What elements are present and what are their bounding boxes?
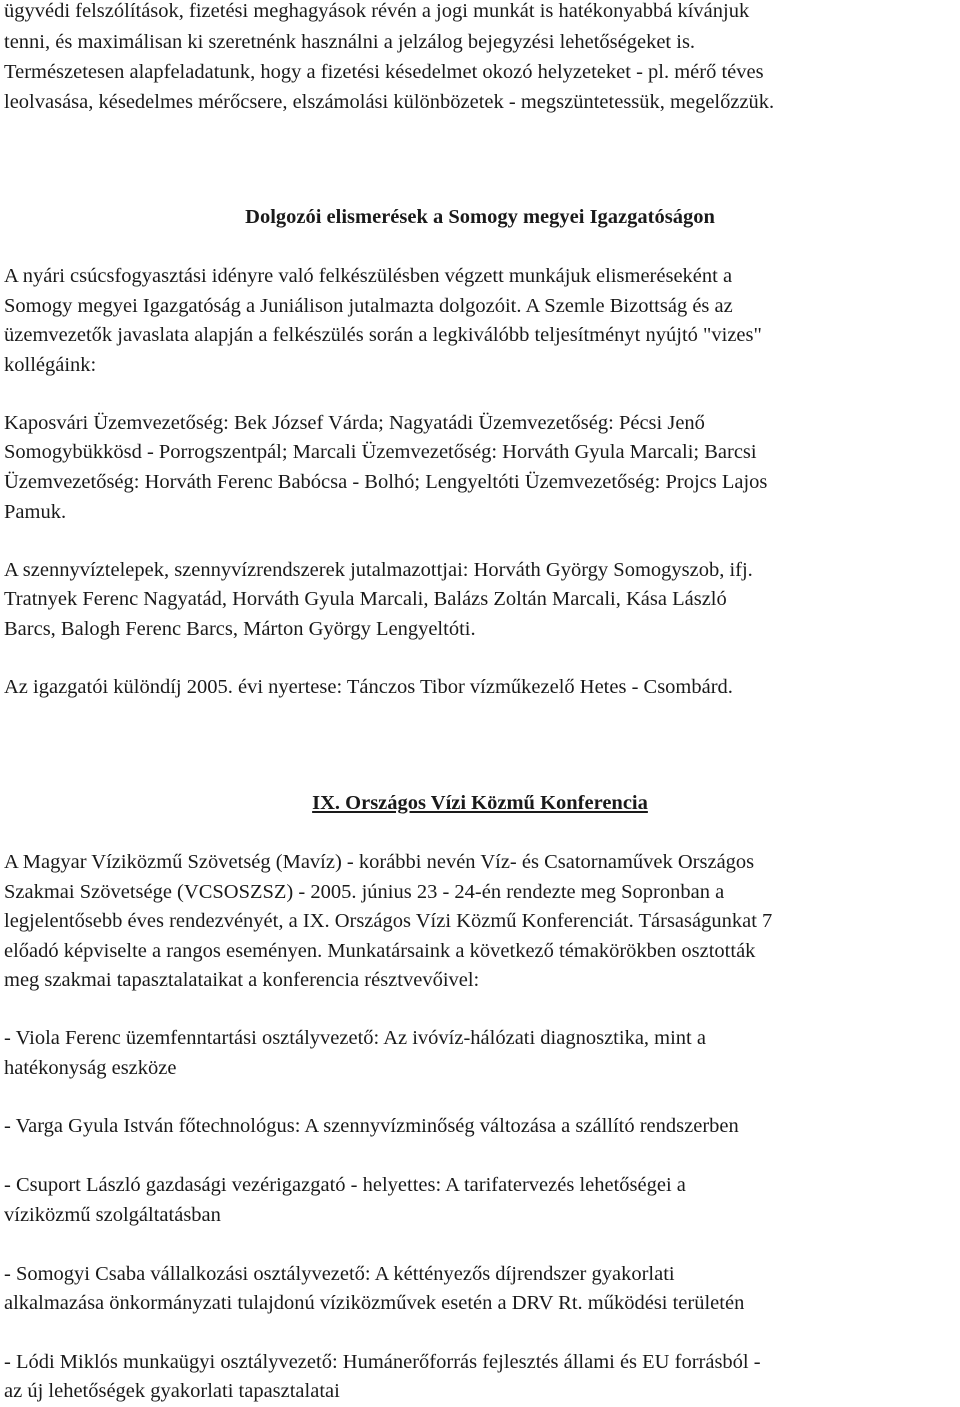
awards-para4-line-1: Az igazgatói különdíj 2005. évi nyertese: Tánczos Tibor vízműkezelő Hetes - Csombárd. (4, 676, 733, 698)
awards-para2-line-1: Kaposvári Üzemvezetőség: Bek József Várda; Nagyatádi Üzemvezetőség: Pécsi Jenő (4, 412, 705, 434)
awards-para3-line-2: Tratnyek Ferenc Nagyatád, Horváth Gyula Marcali, Balázs Zoltán Marcali, Kása László (4, 588, 727, 610)
conference-para1-line-4: előadó képviselte a rangos eseményen. Munkatársaink a következő témakörökben osztották (4, 940, 756, 962)
presentation-item-5-line-2: az új lehetőségek gyakorlati tapasztalatai (4, 1380, 340, 1402)
presentation-item-4-line-2: alkalmazása önkormányzati tulajdonú víziközművek esetén a DRV Rt. működési területén (4, 1292, 745, 1314)
intro-line-3: Természetesen alapfeladatunk, hogy a fizetési késedelmet okozó helyzeteket - pl. mérő téves (4, 61, 764, 83)
awards-para2-line-3: Üzemvezetőség: Horváth Ferenc Babócsa - Bolhó; Lengyeltóti Üzemvezetőség: Projcs Lajos (4, 471, 768, 493)
conference-para1-line-3: legjelentősebb éves rendezvényét, a IX. Országos Vízi Közmű Konferenciát. Társaságunkat 7 (4, 910, 773, 932)
conference-para1-line-2: Szakmai Szövetsége (VCSOSZSZ) - 2005. június 23 - 24-én rendezte meg Sopronban a (4, 881, 725, 903)
awards-para1-line-4: kollégáink: (4, 354, 97, 376)
conference-para1-line-1: A Magyar Víziközmű Szövetség (Mavíz) - korábbi nevén Víz- és Csatornaművek Országos (4, 851, 755, 873)
presentation-item-1-line-1: - Viola Ferenc üzemfenntartási osztályvezető: Az ivóvíz-hálózati diagnosztika, mint a (4, 1027, 706, 1049)
presentation-item-2-line-1: - Varga Gyula István főtechnológus: A szennyvízminőség változása a szállító rendszerben (4, 1115, 739, 1137)
awards-para3-line-1: A szennyvíztelepek, szennyvízrendszerek jutalmazottjai: Horváth György Somogyszob, ifj. (4, 559, 753, 581)
section-heading-awards: Dolgozói elismerések a Somogy megyei Igazgatóságon (245, 206, 715, 228)
intro-line-2: tenni, és maximálisan ki szeretnénk használni a jelzálog bejegyzési lehetőségeket is. (4, 31, 696, 53)
awards-para1-line-2: Somogy megyei Igazgatóság a Juniálison jutalmazta dolgozóit. A Szemle Bizottság és az (4, 295, 733, 317)
conference-para1-line-5: meg szakmai tapasztalataikat a konferencia résztvevőivel: (4, 969, 480, 991)
presentation-item-1-line-2: hatékonyság eszköze (4, 1057, 177, 1079)
awards-para1-line-3: üzemvezetők javaslata alapján a felkészülés során a legkiválóbb teljesítményt nyújtó "vizes" (4, 324, 762, 346)
presentation-item-5-line-1: - Lódi Miklós munkaügyi osztályvezető: Humánerőforrás fejlesztés állami és EU forrásból - (4, 1351, 761, 1373)
intro-line-4: leolvasása, késedelmes mérőcsere, elszámolási különbözetek - megszüntetessük, megelőzzük. (4, 91, 775, 113)
presentation-item-3-line-1: - Csuport László gazdasági vezérigazgató - helyettes: A tarifatervezés lehetőségei a (4, 1174, 686, 1196)
awards-para2-line-2: Somogybükkösd - Porrogszentpál; Marcali Üzemvezetőség: Horváth Gyula Marcali; Barcsi (4, 441, 757, 463)
presentation-item-3-line-2: víziközmű szolgáltatásban (4, 1204, 221, 1226)
presentation-item-4-line-1: - Somogyi Csaba vállalkozási osztályvezető: A kéttényezős díjrendszer gyakorlati (4, 1263, 675, 1285)
awards-para3-line-3: Barcs, Balogh Ferenc Barcs, Márton György Lengyeltóti. (4, 618, 476, 640)
intro-line-1: ügyvédi felszólítások, fizetési meghagyások révén a jogi munkát is hatékonyabbá kívánjuk (4, 0, 750, 22)
awards-para1-line-1: A nyári csúcsfogyasztási idényre való felkészülésben végzett munkájuk elismeréseként a (4, 265, 733, 287)
section-heading-conference: IX. Országos Vízi Közmű Konferencia (312, 792, 648, 814)
awards-para2-line-4: Pamuk. (4, 501, 67, 523)
